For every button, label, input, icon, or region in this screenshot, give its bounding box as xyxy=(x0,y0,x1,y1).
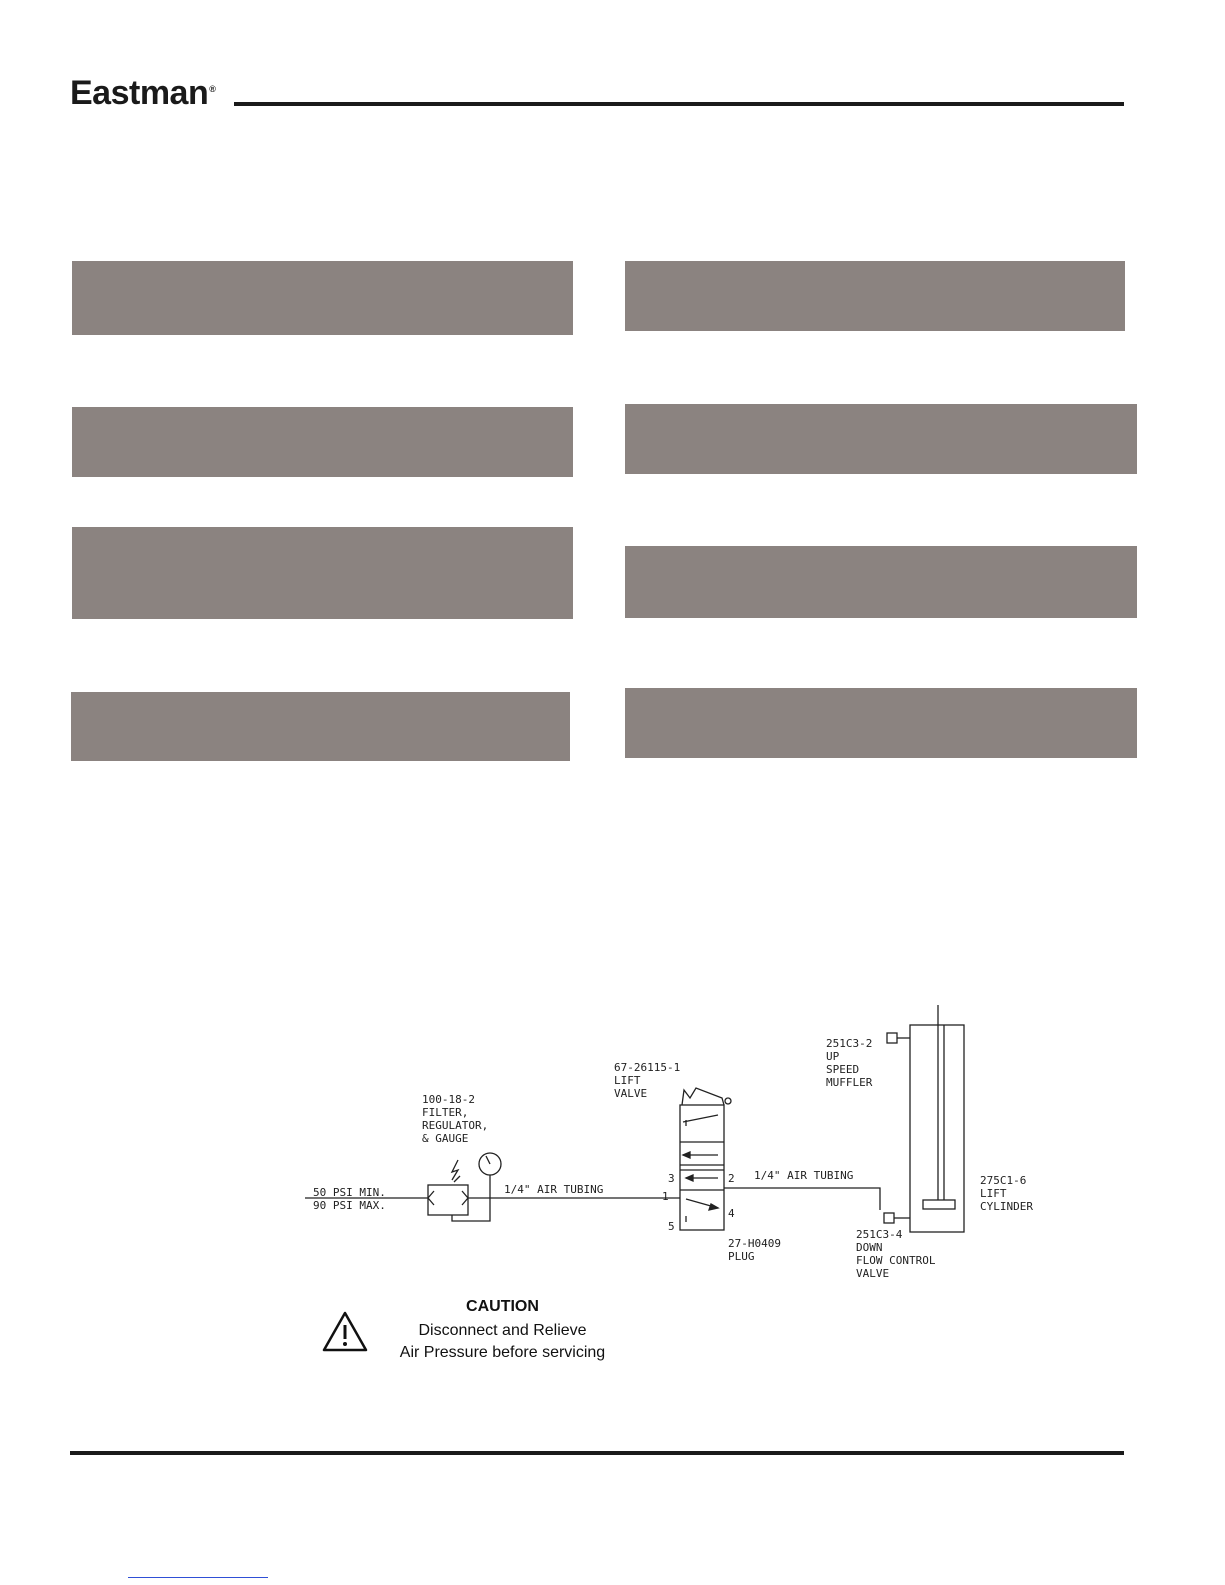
caution-line-1: Disconnect and Relieve xyxy=(418,1322,587,1339)
valve-desc-2: VALVE xyxy=(614,1087,648,1100)
valve-port-4: 4 xyxy=(728,1207,735,1220)
cylinder-part-label: 275C1-6 xyxy=(980,1174,1027,1187)
tubing-2-label: 1/4" AIR TUBING xyxy=(754,1169,854,1182)
bottom-link-underline xyxy=(128,1577,268,1578)
brand-logo: Eastman® xyxy=(70,74,216,112)
flow-control-desc-2: FLOW CONTROL xyxy=(856,1254,936,1267)
cylinder-desc-2: CYLINDER xyxy=(980,1200,1033,1213)
air-tubing-2 xyxy=(724,1188,880,1210)
caution-line-2: Air Pressure before servicing xyxy=(399,1344,606,1361)
muffler-desc-3: MUFFLER xyxy=(826,1076,873,1089)
supply-max-label: 90 PSI MAX. xyxy=(313,1199,386,1212)
supply-min-label: 50 PSI MIN. xyxy=(313,1186,386,1199)
frl-desc-3: & GAUGE xyxy=(422,1132,469,1145)
footer-rule xyxy=(70,1451,1124,1455)
flow-control-desc-1: DOWN xyxy=(856,1241,883,1254)
valve-port-3: 3 xyxy=(668,1172,675,1185)
tubing-1-label: 1/4" AIR TUBING xyxy=(504,1183,604,1196)
muffler-icon xyxy=(887,1033,897,1043)
valve-port-1: 1 xyxy=(662,1190,669,1203)
valve-port-2: 2 xyxy=(728,1172,735,1185)
valve-lever-icon xyxy=(682,1088,724,1105)
frl-unit xyxy=(428,1185,468,1215)
caution-title: CAUTION xyxy=(466,1298,539,1315)
flow-control-part-label: 251C3-4 xyxy=(856,1228,903,1241)
muffler-part-label: 251C3-2 xyxy=(826,1037,873,1050)
plug-part-label: 27-H0409 xyxy=(728,1237,781,1250)
flow-control-icon xyxy=(884,1213,894,1223)
muffler-desc-1: UP xyxy=(826,1050,840,1063)
flow-control-desc-3: VALVE xyxy=(856,1267,890,1280)
filter-drain-icon xyxy=(452,1160,458,1180)
plug-desc: PLUG xyxy=(728,1250,755,1263)
frl-part-label: 100-18-2 xyxy=(422,1093,475,1106)
valve-part-label: 67-26115-1 xyxy=(614,1061,681,1074)
valve-port-5: 5 xyxy=(668,1220,675,1233)
frl-desc-1: FILTER, xyxy=(422,1106,469,1119)
warning-icon xyxy=(324,1313,366,1350)
cylinder-desc-1: LIFT xyxy=(980,1187,1007,1200)
muffler-desc-2: SPEED xyxy=(826,1063,860,1076)
lift-cylinder xyxy=(910,1025,964,1232)
valve-desc-1: LIFT xyxy=(614,1074,641,1087)
frl-desc-2: REGULATOR, xyxy=(422,1119,489,1132)
